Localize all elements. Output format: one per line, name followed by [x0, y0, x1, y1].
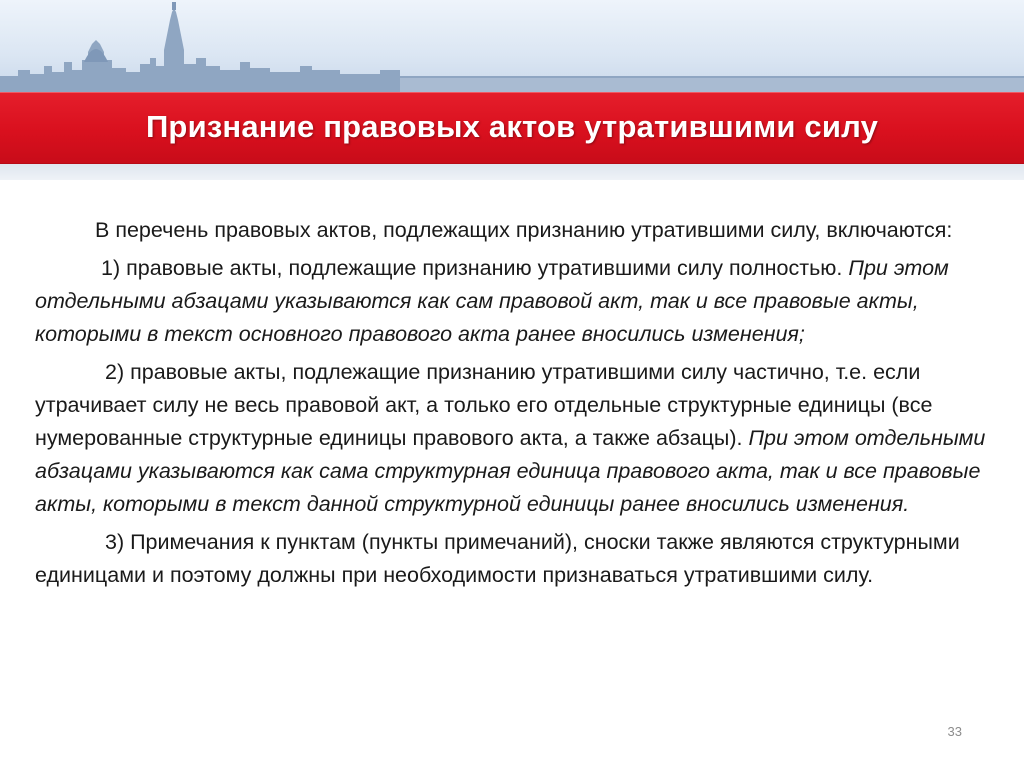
slide-title: Признание правовых актов утратившими силу: [145, 109, 879, 144]
list-item-2: [35, 356, 1015, 521]
title-under-band: [0, 164, 1024, 180]
list-item-1-italic: При этом отдельными абзацами указываются как сам правовой акт, так и все правовые акты, которыми в текст основного правового акта ранее вносились изменения;: [35, 256, 949, 346]
page-number: 33: [947, 724, 962, 739]
list-item-2-text: 2) правовые акты, подлежащие признанию утратившими силу частично, т.е. если утрачивает силу не весь правовой акт, а только его отдельные структурные единицы (все нумерованные структурные единицы правового акта, а также абзацы).: [35, 360, 933, 450]
list-item-3: 3) Примечания к пунктам (пункты примечаний), сноски также являются структурными единицами и поэтому должны при необходимости признаваться утратившими силу.: [35, 530, 960, 587]
list-item-1: [35, 252, 1015, 351]
list-item-2-italic: При этом отдельными абзацами указываются как сама структурная единица правового акта, так и все правовые акты, которыми в текст данной структурной единицы ранее вносились изменения.: [35, 426, 986, 516]
slide-body: [35, 214, 1015, 597]
intro-paragraph: В перечень правовых актов, подлежащих признанию утратившими силу, включаются:: [95, 218, 953, 242]
list-item-1-text: 1) правовые акты, подлежащие признанию утратившими силу полностью.: [101, 256, 849, 280]
title-band: [0, 92, 1024, 163]
city-skyline-graphic: [0, 0, 1024, 92]
